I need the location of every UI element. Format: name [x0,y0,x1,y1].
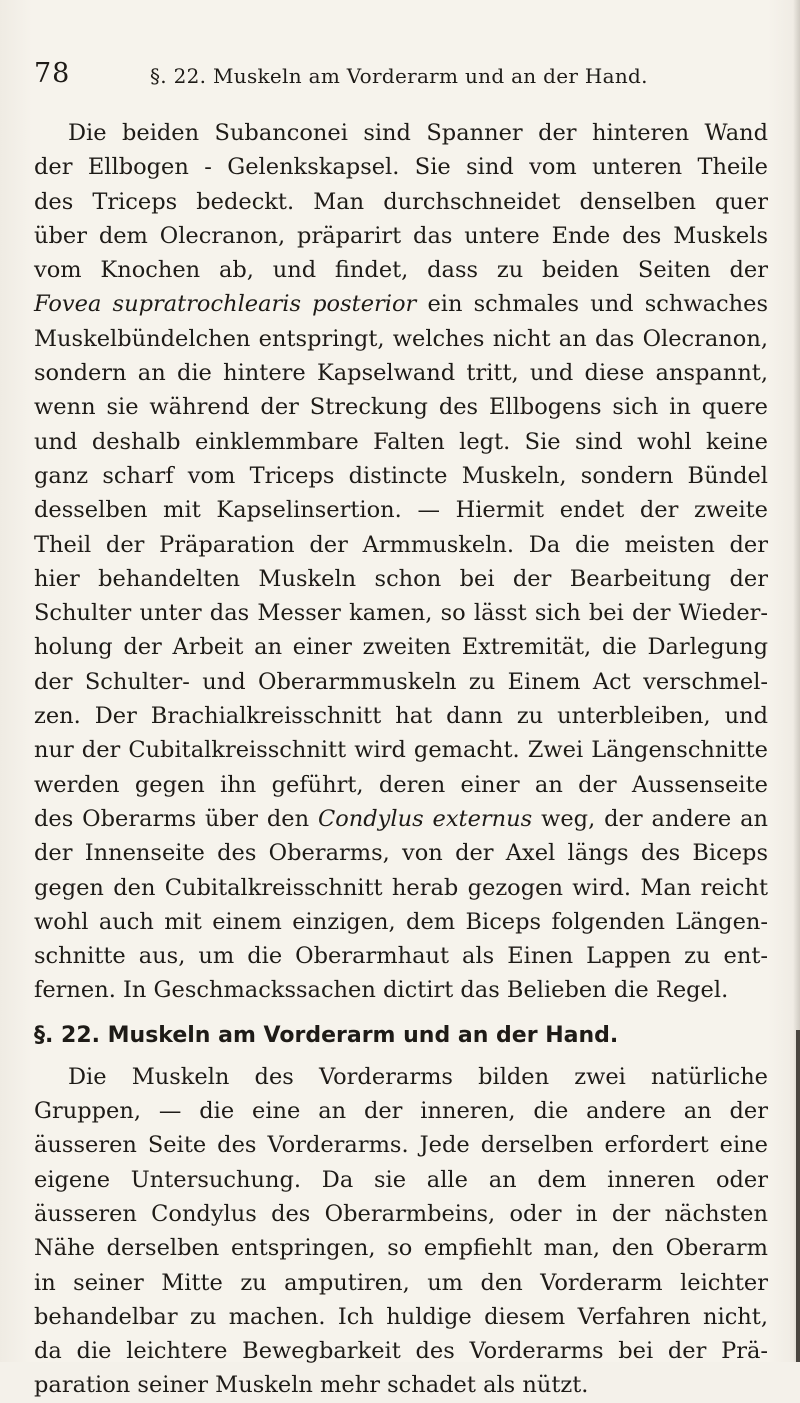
text-fragment: ein schmales und schwaches [427,291,769,318]
text-line: Nähe derselben entspringen, so empfiehlt man, den Oberarm [34,1235,768,1262]
text-line: paration seiner Muskeln mehr schadet als nützt. [34,1372,589,1399]
text-line: des Triceps bedeckt. Man durchschneidet denselben quer [34,188,768,215]
text-line: behandelbar zu machen. Ich huldige diesem Verfahren nicht, [34,1303,768,1330]
text-line: hier behandelten Muskeln schon bei der Bearbeitung der [34,565,768,592]
text-line: fernen. In Geschmackssachen dictirt das Belieben die Regel. [34,977,729,1004]
text-line: nur der Cubitalkreisschnitt wird gemacht. Zwei Längenschnitte [34,737,768,764]
running-head [34,58,734,94]
text-line: gegen den Cubitalkreisschnitt herab gezogen wird. Man reicht [34,874,768,901]
text-line: über dem Olecranon, präparirt das untere Ende des Muskels [34,222,768,249]
text-line: desselben mit Kapselinsertion. — Hiermit endet der zweite [34,497,768,524]
text-line: der Ellbogen - Gelenkskapsel. Sie sind vom unteren Theile [34,154,768,181]
text-line: Theil der Präparation der Armmuskeln. Da die meisten der [34,531,768,558]
page-number: 78 [34,58,71,89]
text-line: in seiner Mitte zu amputiren, um den Vorderarm leichter [34,1269,768,1296]
text-line: wenn sie während der Streckung des Ellbogens sich in quere [34,394,768,421]
text-line: werden gegen ihn geführt, deren einer an der Aussenseite [34,771,768,798]
section-heading: §. 22. Muskeln am Vorderarm und an der Hand. [34,1022,619,1048]
text-line: Schulter unter das Messer kamen, so lässt sich bei der Wieder- [34,600,768,627]
text-line: und deshalb einklemmbare Falten legt. Sie sind wohl keine [34,428,768,455]
text-line: sondern an die hintere Kapselwand tritt, und diese anspannt, [34,360,768,387]
text-line-with-italic [34,287,768,321]
running-title: §. 22. Muskeln am Vorderarm und an der Hand. [150,64,648,88]
body-text [34,116,768,1403]
text-line: Die beiden Subanconei sind Spanner der hinteren Wand [68,120,768,146]
page-edge-dark [796,1030,800,1362]
text-line: Muskelbündelchen entspringt, welches nicht an das Olecranon, [34,325,768,352]
text-line-with-italic [34,802,768,836]
text-line: zen. Der Brachialkreisschnitt hat dann zu unterbleiben, und [34,703,768,730]
text-line: wohl auch mit einem einzigen, dem Biceps folgenden Längen- [34,908,768,935]
text-line: der Innenseite des Oberarms, von der Axel längs des Biceps [34,840,768,867]
text-line: vom Knochen ab, und findet, dass zu beiden Seiten der [34,257,768,284]
italic-term-fovea: Fovea supratrochlearis posterior [34,291,417,318]
text-line: eigene Untersuchung. Da sie alle an dem inneren oder [34,1166,768,1193]
text-fragment: des Oberarms über den [34,805,310,832]
text-line: der Schulter- und Oberarmmuskeln zu Einem Act verschmel- [34,668,768,695]
text-fragment: weg, der andere an [541,805,768,832]
text-line: äusseren Condylus des Oberarmbeins, oder in der nächsten [34,1200,768,1227]
text-line: holung der Arbeit an einer zweiten Extremität, die Darlegung [34,634,768,661]
text-line: Die Muskeln des Vorderarms bilden zwei natürliche [68,1063,768,1090]
italic-term-condylus: Condylus externus [318,805,533,832]
text-line: Gruppen, — die eine an der inneren, die andere an der [34,1098,768,1125]
text-line: schnitte aus, um die Oberarmhaut als Einen Lappen zu ent- [34,943,768,970]
text-line: da die leichtere Bewegbarkeit des Vorderarms bei der Prä- [34,1338,768,1365]
text-line: äusseren Seite des Vorderarms. Jede derselben erfordert eine [34,1132,768,1159]
text-line: ganz scharf vom Triceps distincte Muskeln, sondern Bündel [34,462,768,489]
